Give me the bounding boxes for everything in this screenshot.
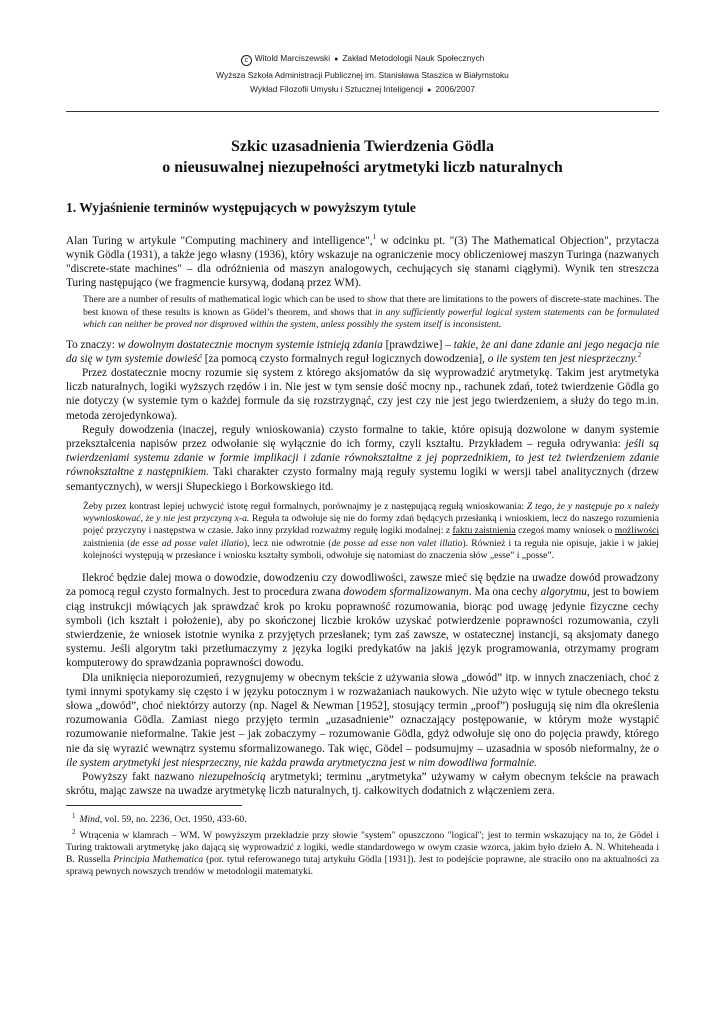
paragraph-meaning: To znaczy: w dowolnym dostatecznie mocnym systemie istnieją zdania [prawdziwe] – takie, że ani dane zdanie ani jego negacja nie da się w tym systemie dowieść [za pomocą czysto formalnych reguł logicznych dowodzenia], o ile system ten jest niesprzeczny.$^2$	[66, 338, 660, 365]
title-line-1: Szkic uzasadnienia Twierdzenia Gödla	[231, 137, 494, 155]
header-dept: Zakład Metodologii Nauk Społecznych	[342, 53, 485, 63]
turing-quote: There are a number of results of mathematical logic which can be used to show that there are limitations to the powers of discrete-state machines. The best known of these results is known as Gödel’s theorem, and shows that in any sufficiently powerful logical system statements can be formulated which can neither be proved nor disproved within the system, unless possibly the system itself is inconsistent.	[83, 294, 659, 331]
paragraph-terminology: Dla uniknięcia nieporozumień, rezygnujemy w obecnym tekście z używania słowa „dowód” itp. w innych znaczeniach, choć z tymi innymi spotykamy się często i w języku potocznym i w rozważaniach naukowych. Nie użyto więc w tytule obecnego tekstu słowa „dowód”, choć niektórzy autorzy (np. Nagel & Newman [1952], stosujący termin „proof”) posługują się nim dla określenia rozumowania Gödla. Zamiast niego przyjęto termin „uzasadnienie” oznaczający postępowanie, w którym może wystąpić rozumowanie nieformalne. Takie jest – jak zobaczymy – rozumowanie Gödla, gdyż odwołuje się ono do pojęcia prawdy, którego nie da się wyrazić wewnątrz systemu sformalizowanego. Tak więc, Gödel – podsumujmy – uzasadnia w sposób nieformalny, że o ile system arytmetyki jest niesprzeczny, nie każda prawda arytmetyczna jest w nim dowodliwa formalnie.	[66, 671, 659, 769]
footnote-2: $^2$ Wtrącenia w klamrach – WM. W powyższym przekładzie przy słowie "system" opuszczono "logical"; jest to termin wskazujący na to, że Gödel i Turing traktowali arytmetykę jako dającą się wyprowadzić z logiki, wedle standardowego w owym czasie wzorca, jakim było dzieło A. N. Whiteheada i B. Russella Principia Mathematica (por. tytuł referowanego tutaj artykułu Gödla [1931]). Jest to podejście poprawne, ale straciło ono na aktualności za sprawą pewnych nowszych trendów w metodologii matematyki.	[66, 827, 660, 878]
paragraph-sufficient-power: Przez dostatecznie mocny rozumie się system z którego aksjomatów da się wyprowadzić arytmetykę. Takim jest arytmetyka liczb naturalnych, logiki wyższych rzędów i in. Nie jest w tym sensie dość mocny np., rachunek zdań, toteż twierdzenie Gödla go nie dotyczy (w systemie tym o każdej formule da się rozstrzygnąć, czy jest czy nie jest jego twierdzeniem, a służy do tego m.in. metoda zerojedynkowa).	[66, 366, 659, 422]
paragraph-incompleteness: Powyższy fakt nazwano niezupełnością arytmetyki; terminu „arytmetyka” używamy w całym obecnym tekście na prawach skrótu, mając zawsze na uwadze arytmetykę liczb naturalnych, tj. całkowitych dodatnich z włączeniem zera.	[66, 771, 659, 798]
page-title	[66, 136, 659, 178]
header-line-author	[66, 51, 659, 68]
footnote-rule	[66, 805, 242, 806]
section-heading: 1. Wyjaśnienie terminów występujących w powyższym tytule	[66, 199, 416, 215]
paragraph-inference-rules: Reguły dowodzenia (inaczej, reguły wnioskowania) czysto formalne to takie, które opisują dozwolone w danym systemie przekształcenia napisów przez odwołanie się wyłącznie do ich formy, czyli kształtu. Przykładem – reguła odrywania: jeśli są twierdzeniami systemu zdanie w formie implikacji i zdanie równokształtne z jej poprzednikiem, to jest też twierdzeniem zdanie równokształtne z następnikiem. Taki charakter czysto formalny mają reguły systemu logiki w wersji tabel analitycznych (drzew semantycznych), w wersji Słupeckiego i Borkowskiego itd.	[66, 423, 659, 493]
copyright-icon: c	[241, 55, 252, 66]
footnote-1: $^1$ Mind, vol. 59, no. 2236, Oct. 1950, 433-60.	[72, 811, 247, 825]
header-course: Wykład Filozofii Umysłu i Sztucznej Inteligencji	[250, 84, 424, 94]
header-year: 2006/2007	[435, 84, 475, 94]
contrast-note: Żeby przez kontrast lepiej uchwycić istotę reguł formalnych, porównajmy je z następującą regułą wnioskowania: Z tego, że y następuje po x należy wywnioskować, że y nie jest przyczyną x-a. Reguła ta odwołuje się nie do formy zdań będących przesłanką i wnioskiem, lecz do naszego rozumienia pojęć przyczyny i następstwa w czasie. Jako inny przykład rozważmy regułę logiki modalnej: z faktu zaistnienia czegoś mamy wniosek o możliwości zaistnienia (de esse ad posse valet illatio), lecz nie odwrotnie (de posse ad esse non valet illatio). Również i ta reguła nie opisuje, jakie i w jakiej kolejności występują w przesłance i wniosku kształty symboli, odwołuje się natomiast do znaczenia słów „esse” i „posse”.	[83, 500, 660, 561]
separator-dot-icon: ●	[427, 87, 432, 94]
paragraph-formal-proof: Ilekroć będzie dalej mowa o dowodzie, dowodzeniu czy dowodliwości, zawsze mieć się będzie na uwadze dowód prowadzony za pomocą reguł czysto formalnych. Jest to procedura zwana dowodem sformalizowanym. Ma ona cechy algorytmu, jest to bowiem ciąg instrukcji mówiących jak sprawdzać krok po kroku poprawność rozumowania, biorąc pod uwagę jedynie fizyczne cechy symboli (ich kształt i położenie), aby po skończonej liczbie kroków uzyskać potwierdzenie poprawności rozumowania, czyli stwierdzenie, że wniosek istotnie wynika z przyjętych przesłanek; tym zaś zawsze, w ostatecznej instancji, są aksjomaty danego systemu. Jeśli algorytm taki przetłumaczymy z języka logiki predykatów na jakiś język programowania, otrzymamy program komputerowy do sprawdzania poprawności dowodu.	[66, 572, 659, 670]
document-page	[66, 0, 659, 879]
separator-dot-icon: ●	[334, 56, 339, 63]
header-school: Wyższa Szkoła Administracji Publicznej im. Stanisława Staszica w Białymstoku	[216, 69, 509, 80]
footnote-ref-2[interactable]: 2	[637, 350, 642, 359]
header-line-course	[66, 82, 659, 99]
header-author: Witold Marciszewski	[254, 53, 331, 63]
header-rule	[66, 111, 659, 112]
title-line-2: o nieusuwalnej niezupełności arytmetyki liczb naturalnych	[162, 158, 563, 176]
footnote-ref-1[interactable]: 1	[372, 232, 377, 241]
paragraph-turing: Alan Turing w artykule "Computing machinery and intelligence",$^1$ w odcinku pt. "(3) The Mathematical Objection", przytacza wynik Gödla (1931), a także jego własny (1936), który wskazuje na ograniczenie mocy obliczeniowej maszyn Turinga (nazwanych "discrete-state machines" – dla odróżnienia od maszyn analogowych, cechujących się stanami ciągłymi). Wynik ten streszcza Turing następująco (we fragmencie kursywą, dodaną przez WM).	[66, 232, 659, 290]
